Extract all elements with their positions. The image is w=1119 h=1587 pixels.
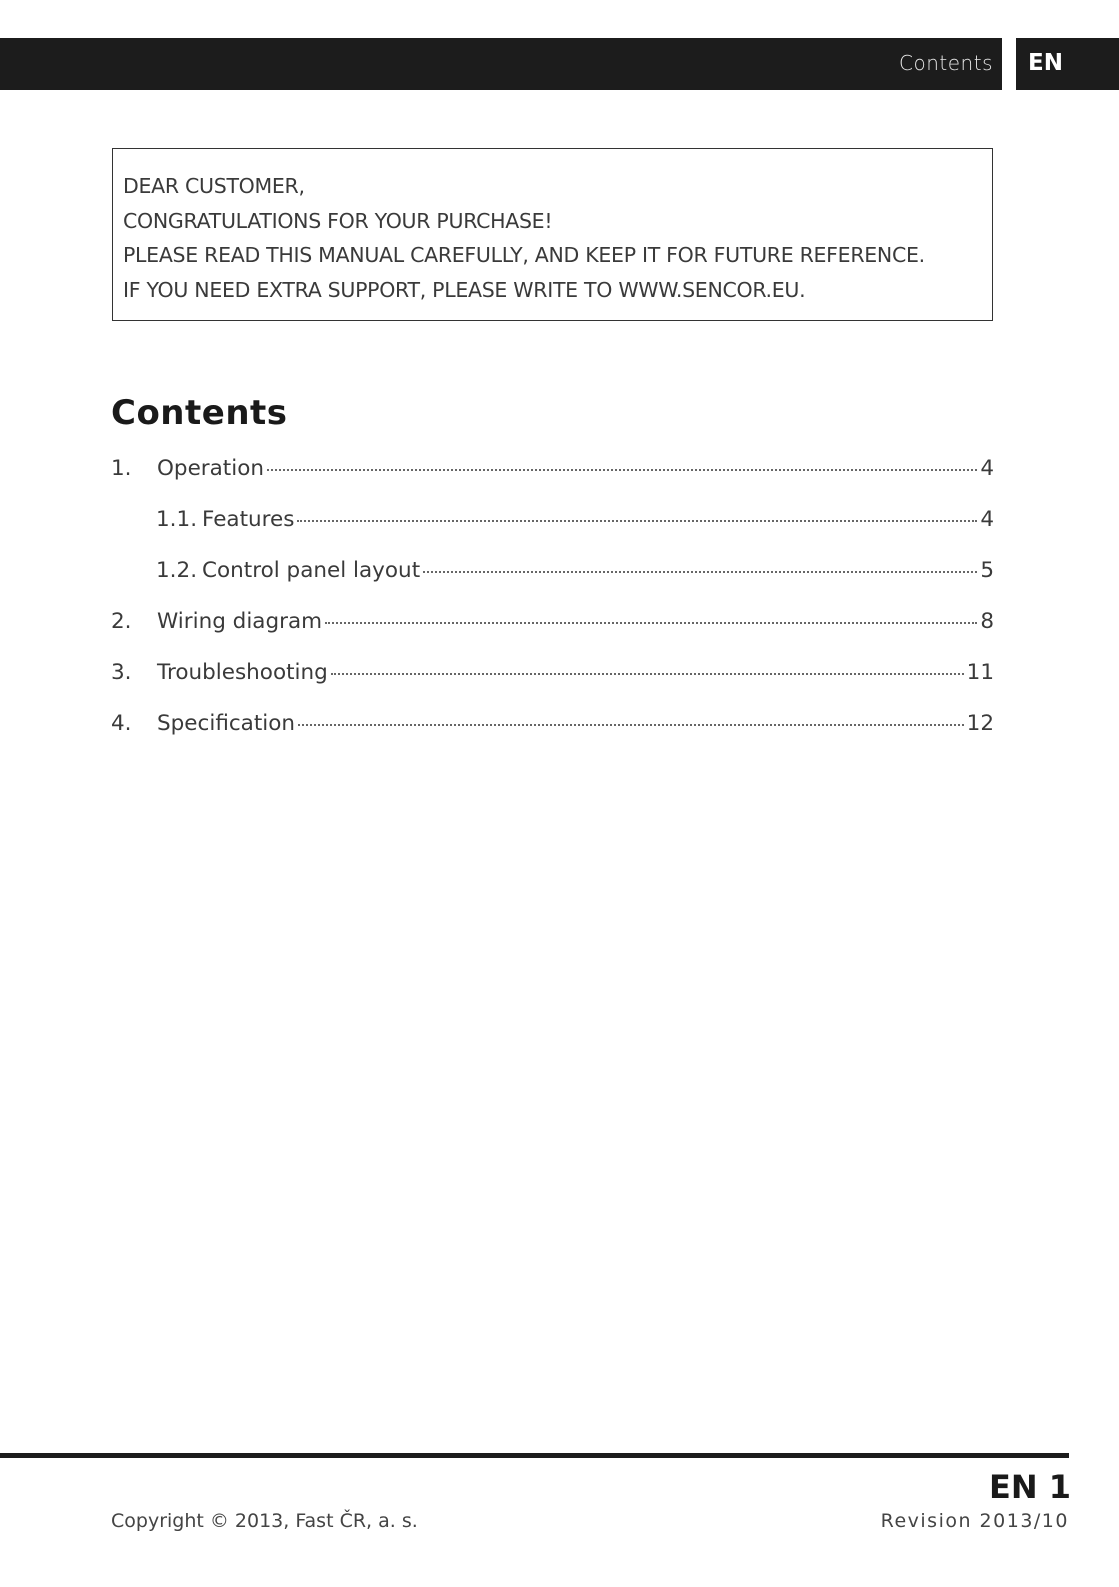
header-section-title: Contents bbox=[899, 51, 993, 75]
revision-text: Revision 2013/10 bbox=[880, 1510, 1069, 1532]
toc-dot-leader bbox=[267, 469, 977, 471]
toc-entry-number: 1.1. bbox=[156, 507, 198, 532]
toc-entry-number: 3. bbox=[111, 660, 132, 685]
toc-entry-title: Operation bbox=[157, 456, 264, 481]
language-tab bbox=[1016, 38, 1119, 90]
toc-entry-troubleshooting[interactable] bbox=[111, 660, 994, 711]
toc-entry-title: Control panel layout bbox=[202, 558, 421, 583]
toc-entry-page: 11 bbox=[966, 660, 994, 685]
toc-dot-leader bbox=[298, 724, 964, 726]
toc-entry-page: 12 bbox=[966, 711, 994, 736]
toc-dot-leader bbox=[325, 622, 977, 624]
toc-entry-operation[interactable] bbox=[111, 456, 994, 507]
toc-dot-leader bbox=[297, 520, 977, 522]
toc-entry-control-panel-layout[interactable] bbox=[111, 558, 994, 609]
toc-entry-title: Wiring diagram bbox=[157, 609, 323, 634]
language-label: EN bbox=[1028, 50, 1063, 76]
toc-entry-title: Specification bbox=[157, 711, 296, 736]
toc-entry-features[interactable] bbox=[111, 507, 994, 558]
copyright-text: Copyright © 2013, Fast ČR, a. s. bbox=[111, 1510, 418, 1532]
toc-entry-page: 8 bbox=[980, 609, 994, 634]
notice-line: CONGRATULATIONS FOR YOUR PURCHASE! bbox=[123, 208, 553, 233]
toc-entry-page: 5 bbox=[980, 558, 994, 583]
footer-rule bbox=[0, 1453, 1069, 1458]
toc-entry-page: 4 bbox=[980, 456, 994, 481]
notice-line: IF YOU NEED EXTRA SUPPORT, PLEASE WRITE TO WWW.SENCOR.EU. bbox=[123, 277, 806, 302]
contents-heading: Contents bbox=[111, 393, 288, 433]
toc-dot-leader bbox=[331, 673, 964, 675]
toc-entry-specification[interactable] bbox=[111, 711, 994, 762]
notice-line: DEAR CUSTOMER, bbox=[123, 174, 305, 198]
toc-entry-number: 4. bbox=[111, 711, 132, 736]
toc-entry-title: Features bbox=[202, 507, 295, 532]
toc-entry-title: Troubleshooting bbox=[157, 660, 328, 685]
page-number: EN 1 bbox=[988, 1468, 1071, 1506]
toc-entry-number: 1. bbox=[111, 456, 132, 481]
notice-line: PLEASE READ THIS MANUAL CAREFULLY, AND KEEP IT FOR FUTURE REFERENCE. bbox=[123, 243, 925, 267]
table-of-contents bbox=[111, 456, 994, 762]
toc-entry-page: 4 bbox=[980, 507, 994, 532]
toc-entry-number: 1.2. bbox=[156, 558, 198, 583]
toc-dot-leader bbox=[423, 571, 977, 573]
customer-notice-box bbox=[112, 148, 993, 321]
toc-entry-wiring-diagram[interactable] bbox=[111, 609, 994, 660]
toc-entry-number: 2. bbox=[111, 609, 132, 634]
header-bar bbox=[0, 38, 1002, 90]
